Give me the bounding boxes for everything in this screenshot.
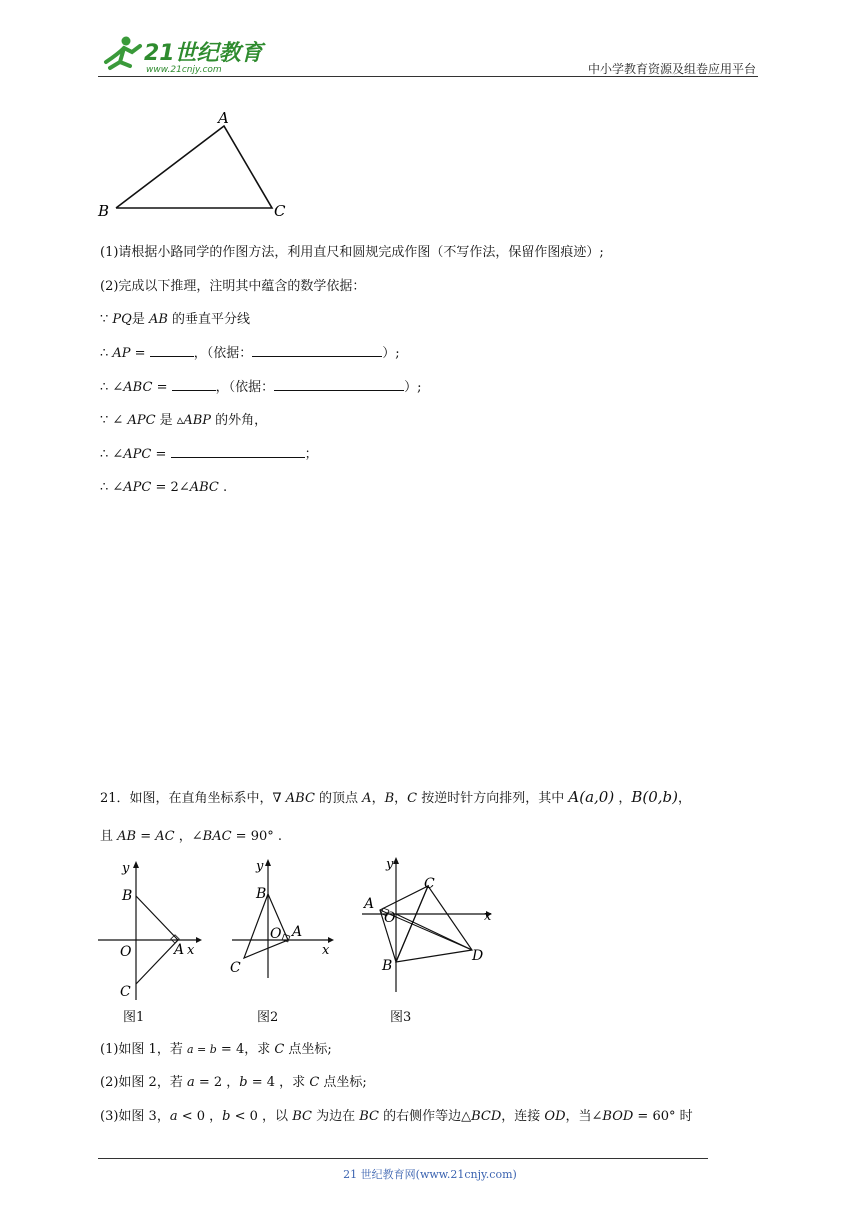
- label-a: A: [218, 109, 229, 127]
- header-platform-text: 中小学教育资源及组卷应用平台: [587, 62, 756, 76]
- svg-text:O: O: [120, 944, 132, 960]
- footer-divider: [98, 1158, 708, 1159]
- q20-step4: ∵ ∠ APC 是 ▵ABP 的外角，: [100, 413, 268, 428]
- q21-stem-line2: 且 AB = AC ，∠BAC = 90° .: [100, 829, 282, 844]
- q20-step3: ∴ ∠ABC = ，（依据： ）;: [100, 380, 422, 395]
- triangle-figure: [96, 108, 296, 227]
- label-c: C: [274, 202, 286, 220]
- answer-blank[interactable]: [150, 344, 194, 357]
- svg-text:D: D: [472, 948, 484, 964]
- q20-step6: ∴ ∠APC = 2∠ABC .: [100, 480, 228, 495]
- figure-2-caption: 图2: [257, 1010, 279, 1025]
- svg-text:A: A: [364, 896, 375, 912]
- svg-text:x: x: [322, 943, 330, 958]
- q20-step1: ∵ PQ是 AB 的垂直平分线: [100, 312, 251, 327]
- svg-text:y: y: [256, 859, 264, 874]
- svg-text:A: A: [174, 942, 185, 958]
- reason-blank[interactable]: [252, 344, 382, 357]
- svg-text:C: C: [230, 960, 241, 976]
- triangle-abc: [116, 126, 272, 208]
- svg-text:y: y: [386, 857, 394, 872]
- q21-stem-line1: 21．如图，在直角坐标系中，∇ ABC 的顶点 A，B，C 按逆时针方向排列，其中 A(a,0) ，B(0,b)，: [100, 788, 691, 806]
- svg-text:B: B: [122, 888, 133, 904]
- q20-step5: ∴ ∠APC = ；: [100, 447, 318, 462]
- svg-text:y: y: [122, 861, 130, 876]
- answer-blank[interactable]: [171, 445, 305, 458]
- svg-text:C: C: [120, 984, 131, 1000]
- logo-url-text: www.21cnjy.com: [146, 65, 222, 75]
- figure-2: [230, 856, 340, 985]
- q21-part3: (3)如图 3，a < 0 ，b < 0 ，以 BC 为边在 BC 的右侧作等边△BCD，连接 OD，当∠BOD = 60° 时: [100, 1109, 693, 1124]
- svg-text:A: A: [292, 924, 303, 940]
- q20-part2: (2)完成以下推理，注明其中蕴含的数学依据：: [100, 279, 366, 294]
- footer-link[interactable]: 21 世纪教育网(www.21cnjy.com): [343, 1168, 517, 1181]
- svg-text:C: C: [424, 876, 435, 892]
- q21-part1: (1)如图 1，若 a = b = 4，求 C 点坐标;: [100, 1042, 332, 1057]
- figure-3: [358, 854, 498, 998]
- svg-text:x: x: [484, 909, 492, 924]
- figure-1: [96, 858, 206, 1007]
- svg-text:O: O: [270, 926, 282, 942]
- figure-3-caption: 图3: [390, 1010, 412, 1025]
- svg-text:O: O: [384, 910, 396, 926]
- runner-icon: [106, 37, 140, 69]
- svg-text:x: x: [187, 943, 195, 958]
- header-divider: [98, 76, 758, 77]
- svg-text:B: B: [256, 886, 267, 902]
- q20-part1: (1)请根据小路同学的作图方法，利用直尺和圆规完成作图（不写作法，保留作图痕迹）;: [100, 245, 604, 260]
- q20-step2: ∴ AP = ，（依据： ）;: [100, 346, 400, 361]
- logo-main-text: 21世纪教育: [144, 41, 263, 66]
- answer-blank[interactable]: [172, 378, 216, 391]
- label-b: B: [98, 202, 110, 220]
- figure-1-caption: 图1: [123, 1010, 145, 1025]
- reason-blank[interactable]: [274, 378, 404, 391]
- site-logo: [96, 32, 266, 76]
- q21-part2: (2)如图 2，若 a = 2 ，b = 4 ，求 C 点坐标;: [100, 1075, 367, 1090]
- svg-text:B: B: [382, 958, 393, 974]
